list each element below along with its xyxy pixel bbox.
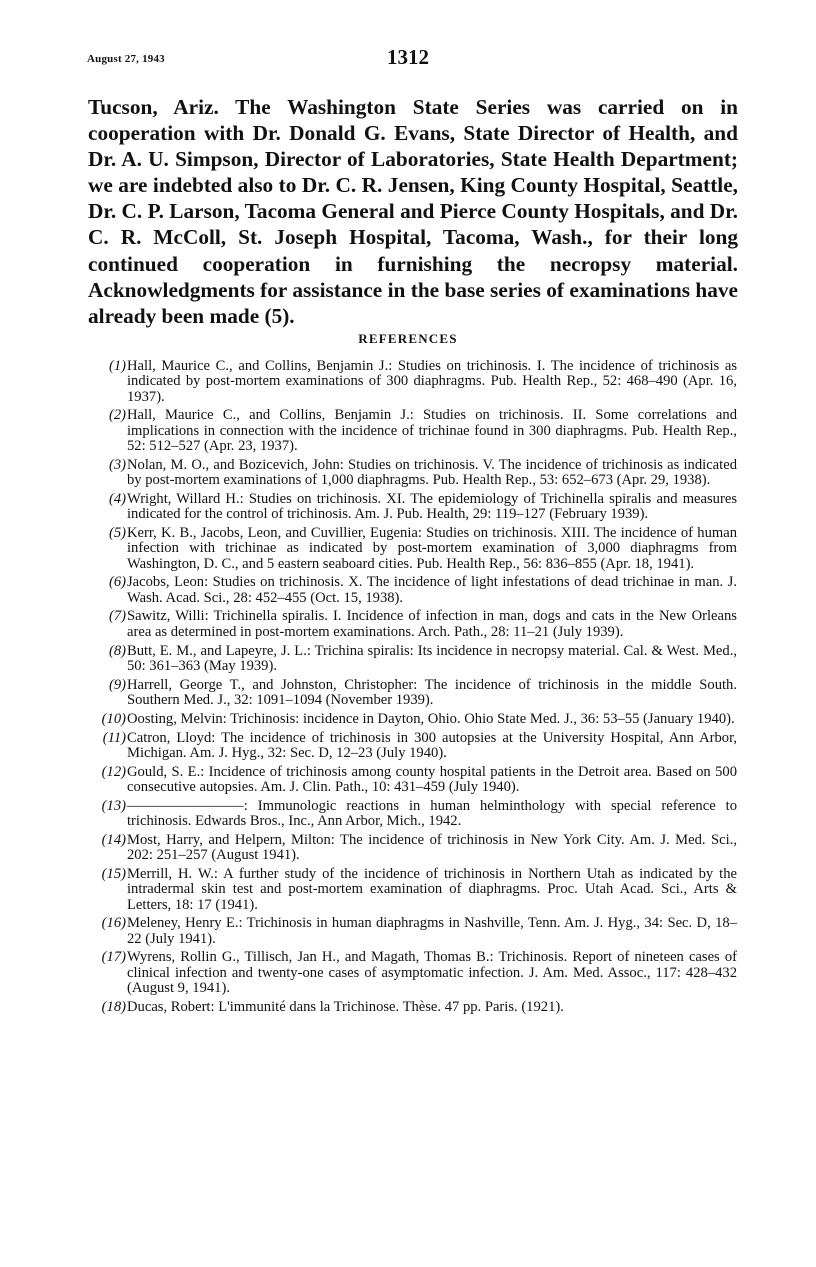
reference-number: (13) (101, 797, 126, 814)
reference-text: Most, Harry, and Helpern, Milton: The incidence of trichinosis in New York City. Am. J. Med. Sci., 202: 251–257 (August 1941). (127, 831, 737, 864)
reference-text: Wright, Willard H.: Studies on trichinosis. XI. The epidemiology of Trichinella spiralis and measures indicated for the control of trichinosis. Am. J. Pub. Health, 29: 119–127 (February 1939). (127, 490, 737, 523)
reference-text: Jacobs, Leon: Studies on trichinosis. X. The incidence of light infestations of dead trichinae in man. J. Wash. Acad. Sci., 28: 452–455 (Oct. 15, 1938). (127, 574, 737, 606)
reference-number: (6) (108, 574, 126, 591)
reference-text: Hall, Maurice C., and Collins, Benjamin J.: Studies on trichinosis. I. The incidence of trichinosis as indicated by post-mortem examinations of 300 diaphragms. Pub. Health Rep., 52: 468–490 (Apr. 16, 1937). (127, 358, 737, 405)
reference-number: (1) (108, 358, 126, 374)
reference-text: Hall, Maurice C., and Collins, Benjamin J.: Studies on trichinosis. II. Some correlations and implications in connection with the incidence of trichinae found in 300 diaphragms. Pub. Health Rep., 52: 512–527 (Apr. 23, 1937). (127, 407, 737, 454)
reference-item (0, 575, 737, 606)
reference-item (0, 799, 737, 830)
reference-item (0, 408, 737, 454)
reference-text: Wyrens, Rollin G., Tillisch, Jan H., and Magath, Thomas B.: Trichinosis. Report of nineteen cases of clinical infection and twenty-one cases of asymptomatic infection. J. Am. Med. Assoc., 117: 428–432 (August 9, 1941). (127, 949, 737, 996)
reference-text: Oosting, Melvin: Trichinosis: incidence in Dayton, Ohio. Ohio State Med. J., 36: 53–55 (January 1940). (127, 710, 735, 727)
reference-number: (14) (101, 831, 126, 848)
reference-item (0, 731, 737, 762)
reference-number: (2) (108, 407, 126, 424)
reference-number: (5) (108, 524, 126, 541)
reference-item (0, 458, 737, 489)
reference-item (0, 644, 737, 675)
reference-text: Nolan, M. O., and Bozicevich, John: Studies on trichinosis. V. The incidence of trichinosis as indicated by post-mortem examinations of 1,000 diaphragms. Pub. Health Rep., 53: 652–673 (Apr. 29, 1938). (127, 456, 737, 489)
reference-text: Ducas, Robert: L'immunité dans la Trichinose. Thèse. 47 pp. Paris. (1921). (127, 998, 564, 1015)
reference-item (0, 867, 737, 913)
reference-number: (3) (108, 456, 126, 473)
reference-number: (15) (101, 865, 126, 882)
reference-text: ————————: Immunologic reactions in human helminthology with special reference to trichinosis. Edwards Bros., Inc., Ann Arbor, Mich., 1942. (127, 797, 737, 830)
reference-text: Merrill, H. W.: A further study of the incidence of trichinosis in Northern Utah as indicated by the intradermal skin test and post-mortem examination of diaphragms. Proc. Utah Acad. Sci., Arts & Letters, 18: 17 (1941). (127, 865, 737, 913)
page-number: 1312 (387, 45, 429, 69)
reference-text: Kerr, K. B., Jacobs, Leon, and Cuvillier, Eugenia: Studies on trichinosis. XIII. The incidence of human infection with trichinae as indicated by post-mortem examination of 3,000 diaphragms from Washington, D. C., and 5 eastern seaboard cities. Pub. Health Rep., 56: 836–855 (Apr. 18, 1941). (127, 524, 737, 572)
reference-text: Harrell, George T., and Johnston, Christopher: The incidence of trichinosis in the middle South. Southern Med. J., 32: 1091–1094 (November 1939). (127, 676, 737, 708)
intro-paragraph: Tucson, Ariz. The Washington State Series was carried on in cooperation with Dr. Donald G. Evans, State Director of Health, and Dr. A. U. Simpson, Director of Laboratories, State Health Department; we are indebted also to Dr. C. R. Jensen, King County Hospital, Seattle, Dr. C. P. Larson, Tacoma General and Pierce County Hospitals, and Dr. C. R. McColl, St. Joseph Hospital, Tacoma, Wash., for their long continued cooperation in furnishing the necropsy material. Acknowledgments for assistance in the base series of examinations have already been made (5). (88, 95, 738, 328)
reference-number: (4) (108, 490, 126, 507)
reference-item (0, 916, 737, 947)
reference-text: Meleney, Henry E.: Trichinosis in human diaphragms in Nashville, Tenn. Am. J. Hyg., 34: Sec. D, 18–22 (July 1941). (127, 915, 737, 947)
reference-item (0, 950, 737, 996)
reference-number: (12) (101, 763, 126, 780)
reference-item (0, 526, 737, 572)
reference-item (0, 712, 737, 727)
reference-number: (16) (101, 915, 126, 932)
reference-item (0, 678, 737, 709)
reference-item (0, 765, 737, 796)
references-heading: REFERENCES (358, 331, 458, 346)
reference-number: (18) (101, 998, 126, 1015)
reference-text: Catron, Lloyd: The incidence of trichinosis in 300 autopsies at the University Hospital, Ann Arbor, Michigan. Am. J. Hyg., 32: Sec. D, 12–23 (July 1940). (127, 729, 737, 761)
reference-text: Sawitz, Willi: Trichinella spiralis. I. Incidence of infection in man, dogs and cats in the New Orleans area as determined in post-mortem examinations. Arch. Path., 28: 11–21 (July 1939). (127, 608, 737, 640)
reference-text: Gould, S. E.: Incidence of trichinosis among county hospital patients in the Detroit area. Based on 500 consecutive autopsies. Am. J. Clin. Path., 10: 431–459 (July 1940). (127, 763, 737, 795)
reference-item (0, 359, 737, 405)
reference-item (0, 833, 737, 864)
references-list (0, 359, 816, 1019)
reference-number: (11) (102, 729, 126, 746)
reference-text: Butt, E. M., and Lapeyre, J. L.: Trichina spiralis: Its incidence in necropsy material. Cal. & West. Med., 50: 361–363 (May 1939). (127, 642, 737, 674)
reference-item (0, 1000, 737, 1015)
page-date: August 27, 1943 (87, 53, 165, 65)
reference-number: (7) (108, 608, 126, 625)
reference-item (0, 609, 737, 640)
reference-number: (17) (101, 949, 126, 966)
reference-number: (8) (108, 642, 126, 659)
reference-number: (9) (108, 676, 126, 693)
reference-item (0, 492, 737, 523)
reference-number: (10) (101, 710, 126, 727)
